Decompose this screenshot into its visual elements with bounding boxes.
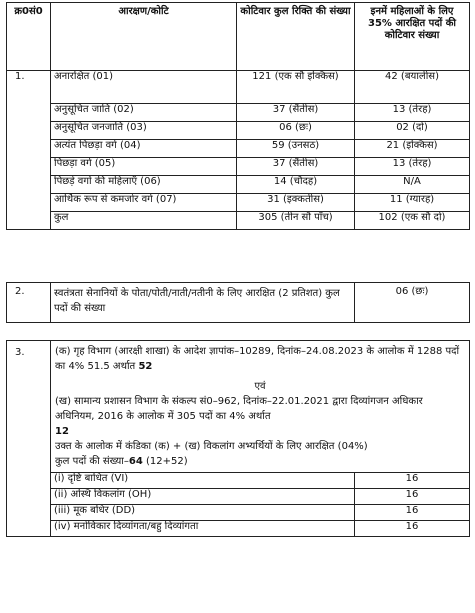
header-serial: क्र0सं0 [7, 3, 51, 71]
table-row [7, 505, 470, 521]
total-label: कुल पदों की संख्या– [55, 456, 129, 467]
freedom-fighter-table [6, 282, 470, 323]
table-row [7, 521, 470, 537]
row-serial: 1. [7, 71, 51, 230]
item-value: 16 [355, 505, 470, 521]
para-c: उक्त के आलोक में कंडिका (क) + (ख) विकलांग अभ्यर्थियों के लिए आरक्षित (04%) [55, 441, 368, 452]
row-women: 21 (इक्किस) [355, 140, 470, 158]
row-women: 13 (तेरह) [355, 158, 470, 176]
header-women: इनमें महिलाओं के लिए 35% आरक्षित पदों की कोटिवार संख्या [355, 3, 470, 71]
row-total: 14 (चौदह) [237, 176, 355, 194]
table-row [7, 473, 470, 489]
table-row [7, 489, 470, 505]
reservation-table [6, 2, 470, 230]
table-row [7, 176, 470, 194]
disability-table [6, 340, 470, 537]
row-value: 06 (छः) [355, 283, 470, 323]
row-women: 02 (दो) [355, 122, 470, 140]
row-text: स्वतंत्रता सेनानियों के पोता/पोती/नाती/नतीनी के लिए आरक्षित (2 प्रतिशत) कुल पदों की संख्या [51, 283, 355, 323]
item-value: 16 [355, 473, 470, 489]
row-total: 305 (तीन सौ पाँच) [237, 212, 355, 230]
table-header-row [7, 3, 470, 71]
row-category: अनारक्षित (01) [51, 71, 237, 104]
total-value: 64 [128, 456, 143, 467]
table-row [7, 104, 470, 122]
row-category: अनुसूचित जाति (02) [51, 104, 237, 122]
item-label: (i) दृष्टि बाधित (VI) [51, 473, 355, 489]
table-row [7, 122, 470, 140]
table-row [7, 194, 470, 212]
row-category: कुल [51, 212, 237, 230]
table-total-row [7, 212, 470, 230]
item-label: (iii) मूक बधिर (DD) [51, 505, 355, 521]
total-rest: (12+52) [142, 456, 188, 467]
row-category: पिछड़े वर्गो की महिलाएँ (06) [51, 176, 237, 194]
evam-text: एवं [254, 381, 266, 392]
row-category: आर्थिक रूप से कमजोर वर्ग (07) [51, 194, 237, 212]
row-total: 31 (इक्कतीस) [237, 194, 355, 212]
item-value: 16 [355, 489, 470, 505]
table-row [7, 71, 470, 104]
row-total: 06 (छः) [237, 122, 355, 140]
row-serial: 3. [7, 341, 51, 537]
header-category: आरक्षण/कोटि [51, 3, 237, 71]
row-women: 42 (बयालीस) [355, 71, 470, 104]
disability-paragraphs [51, 341, 470, 473]
row-total: 59 (उनसठ) [237, 140, 355, 158]
row-category: अत्यंत पिछड़ा वर्ग (04) [51, 140, 237, 158]
para-a: (क) गृह विभाग (आरक्षी शाखा) के आदेश ज्ञापांक–10289, दिनांक–24.08.2023 के आलोक में 1288 पदों का 4% 51.5 अर्थात [55, 346, 460, 372]
para-b-value: 12 [55, 426, 69, 437]
row-category: अनुसूचित जनजाति (03) [51, 122, 237, 140]
table-row [7, 158, 470, 176]
table-row [7, 140, 470, 158]
item-label: (ii) अस्थि विकलांग (OH) [51, 489, 355, 505]
row-total: 121 (एक सौ इक्किस) [237, 71, 355, 104]
row-category: पिछड़ा वर्ग (05) [51, 158, 237, 176]
table-row [7, 283, 470, 323]
item-label: (iv) मनोविकार दिव्यांगता/बहु दिव्यांगता [51, 521, 355, 537]
row-serial: 2. [7, 283, 51, 323]
row-total: 37 (सैंतीस) [237, 104, 355, 122]
header-total: कोटिवार कुल रिक्ति की संख्या [237, 3, 355, 71]
table-row [7, 341, 470, 473]
para-b: (ख) सामान्य प्रशासन विभाग के संकल्प सं0–962, दिनांक–22.01.2021 द्वारा दिव्यांगजन अधिकार अधिनियम, 2016 के आलोक में 305 पदों का 4% अर्थात [55, 396, 423, 422]
row-total: 37 (सैंतीस) [237, 158, 355, 176]
row-women: 13 (तेरह) [355, 104, 470, 122]
row-women: 102 (एक सौ दो) [355, 212, 470, 230]
item-value: 16 [355, 521, 470, 537]
row-women: 11 (ग्यारह) [355, 194, 470, 212]
para-a-value: 52 [138, 361, 153, 372]
row-women: N/A [355, 176, 470, 194]
